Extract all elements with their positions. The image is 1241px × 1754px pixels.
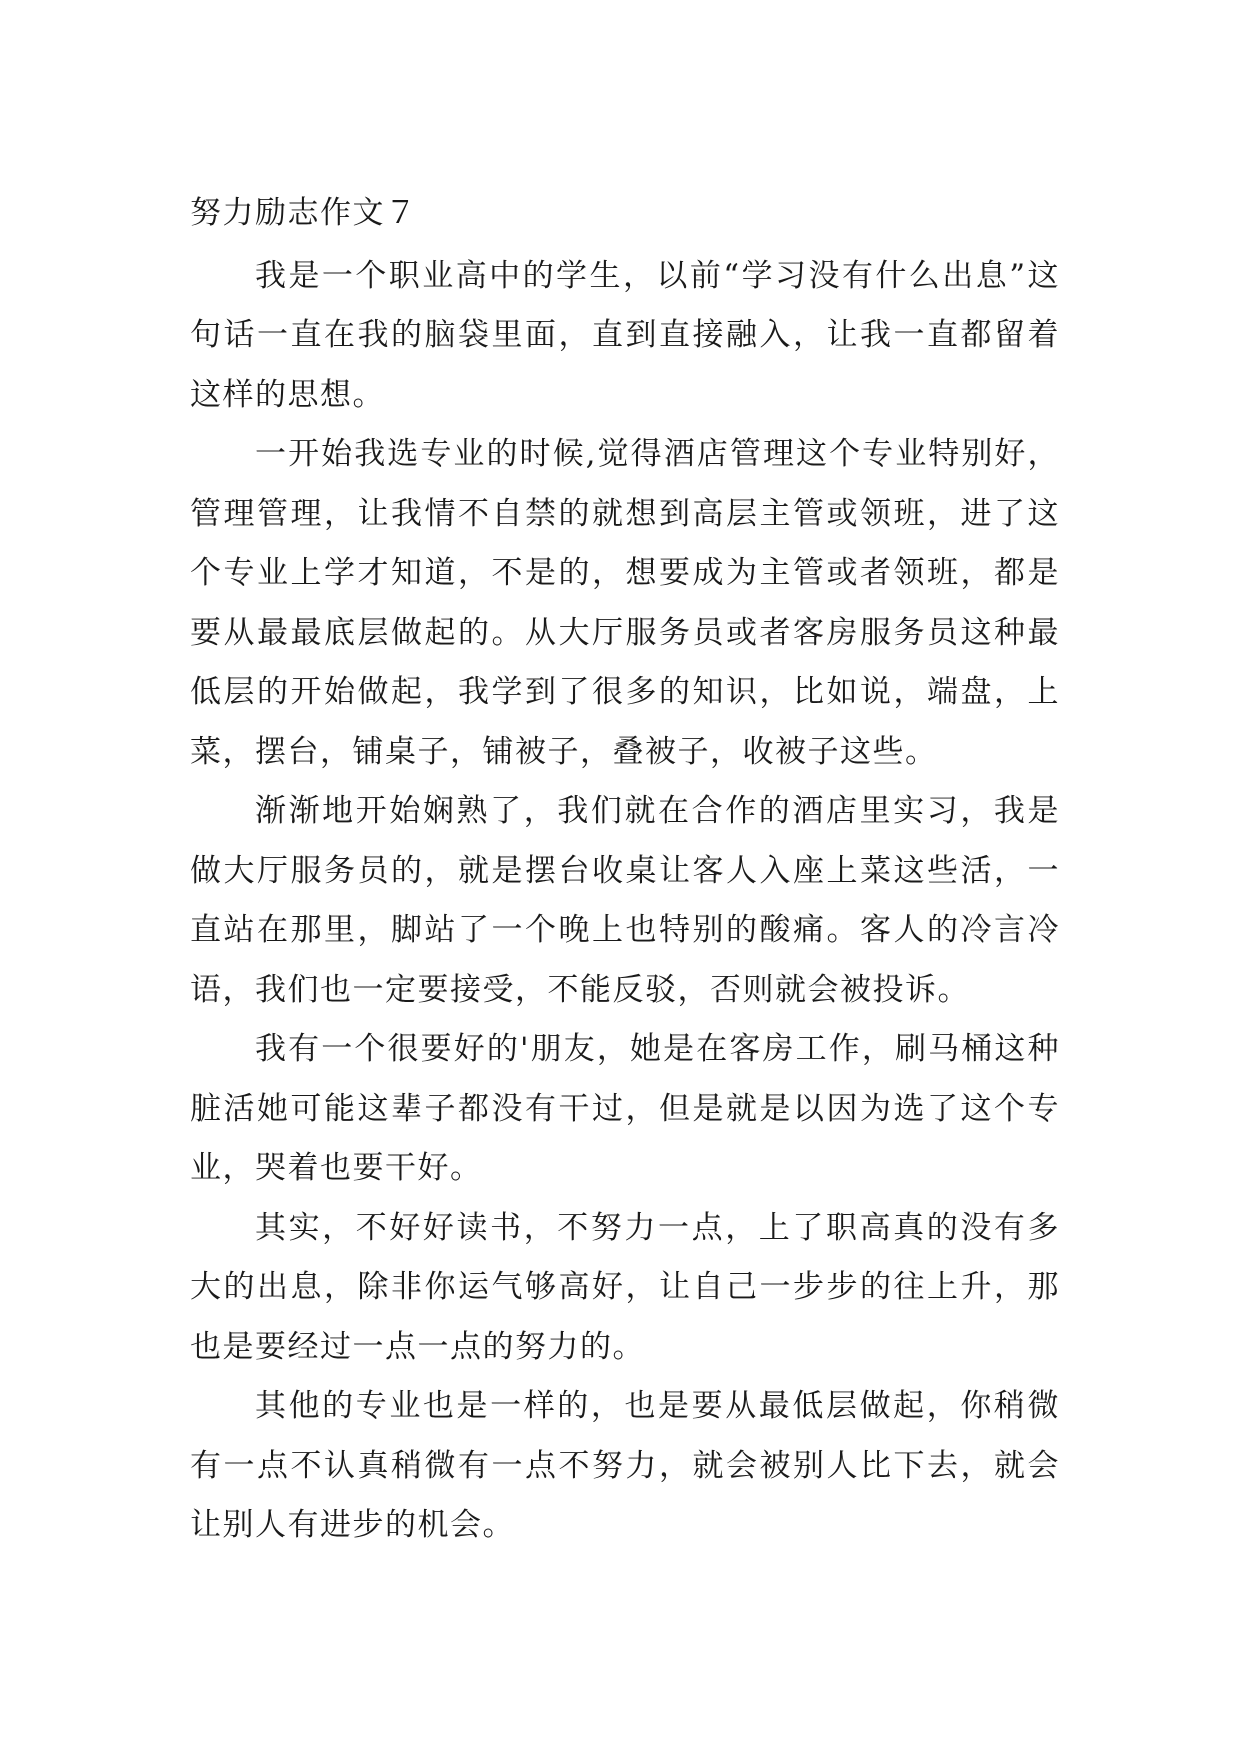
document-body bbox=[190, 184, 1060, 1556]
paragraph-6: 其他的专业也是一样的，也是要从最低层做起，你稍微有一点不认真稍微有一点不努力，就会被别人比下去，就会让别人有进步的机会。 bbox=[190, 1388, 1060, 1543]
paragraph-5: 其实，不好好读书，不努力一点，上了职高真的没有多大的出息，除非你运气够高好，让自己一步步的往上升，那也是要经过一点一点的努力的。 bbox=[190, 1209, 1060, 1365]
paragraph-1: 我是一个职业高中的学生，以前“学习没有什么出息”这句话一直在我的脑袋里面，直到直接融入，让我一直都留着这样的思想。 bbox=[190, 257, 1060, 413]
paragraph-3: 渐渐地开始娴熟了，我们就在合作的酒店里实习，我是做大厅服务员的，就是摆台收桌让客人入座上菜这些活，一直站在那里，脚站了一个晚上也特别的酸痛。客人的冷言冷语，我们也一定要接受，不能反驳，否则就会被投诉。 bbox=[190, 793, 1060, 1008]
paragraph-2: 一开始我选专业的时候,觉得酒店管理这个专业特别好，管理管理，让我情不自禁的就想到高层主管或领班，进了这个专业上学才知道，不是的，想要成为主管或者领班，都是要从最最底层做起的。从大厅服务员或者客房服务员这种最低层的开始做起，我学到了很多的知识，比如说，端盘，上菜，摆台，铺桌子，铺被子，叠被子，收被子这些。 bbox=[190, 436, 1060, 770]
paragraph-4: 我有一个很要好的'朋友，她是在客房工作，刷马桶这种脏活她可能这辈子都没有干过，但是就是以因为选了这个专业，哭着也要干好。 bbox=[190, 1031, 1060, 1186]
document-title: 努力励志作文７ bbox=[190, 195, 418, 231]
